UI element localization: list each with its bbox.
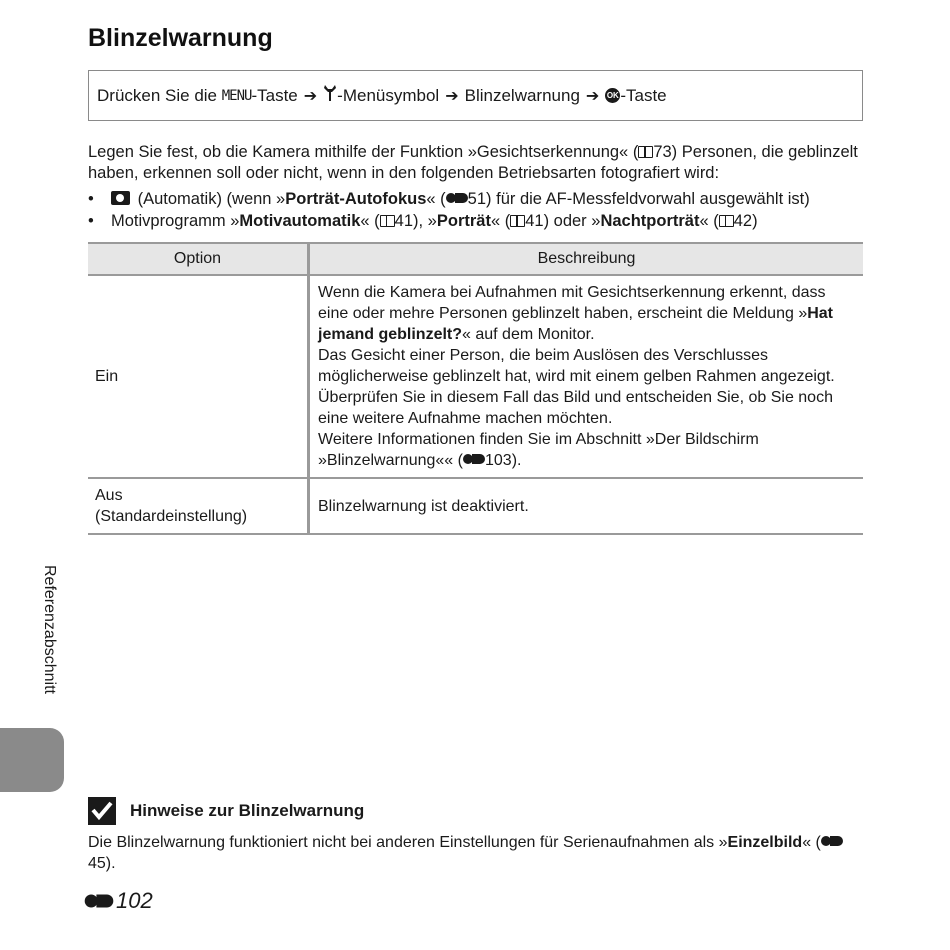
column-header-description: Beschreibung xyxy=(309,243,864,275)
option-cell: Aus (Standardeinstellung) xyxy=(88,478,309,534)
book-ref-icon xyxy=(638,146,653,158)
nav-menu-symbol-text: -Menüsymbol xyxy=(337,85,440,105)
reference-icon xyxy=(821,836,843,846)
description-cell: Wenn die Kamera bei Aufnahmen mit Gesichtserkennung erkennt, dass eine oder mehre Personen geblinzelt haben, erscheint die Meldung »Hat jemand geblinzelt?« auf dem Monitor. Das Gesicht einer Person, die beim Auslösen des Verschlusses möglicherweise geblinzelt hat, wird mit einem gelben Rahmen angezeigt. Überprüfen Sie in diesem Fall das Bild und entscheiden Sie, ob Sie noch eine weitere Aufnahme machen möchten. Weitere Informationen finden Sie im Abschnitt »Der Bildschirm »Blinzelwarnung«« ( 103). xyxy=(309,275,864,478)
menu-path-box xyxy=(88,70,863,121)
section-side-label: Referenzabschnitt xyxy=(41,565,58,694)
page-title: Blinzelwarnung xyxy=(88,24,273,52)
arrow-right-icon: ➔ xyxy=(585,87,600,105)
arrow-right-icon: ➔ xyxy=(303,87,318,105)
nav-press-text: Drücken Sie die xyxy=(97,85,218,105)
options-table xyxy=(88,242,863,535)
menu-button-glyph: MENU xyxy=(221,87,252,104)
book-ref-icon xyxy=(510,215,525,227)
note-text: Die Blinzelwarnung funktioniert nicht bei anderen Einstellungen für Serienaufnahmen als »Einzelbild« (45). xyxy=(88,832,848,874)
column-header-option: Option xyxy=(88,243,309,275)
nav-taste2-text: -Taste xyxy=(620,85,667,105)
wrench-icon xyxy=(323,84,337,107)
table-header-row xyxy=(88,243,863,275)
note-heading: Hinweise zur Blinzelwarnung xyxy=(88,797,364,825)
reference-icon xyxy=(85,895,114,908)
checkmark-icon xyxy=(88,797,116,825)
section-tab-marker xyxy=(0,728,64,792)
description-cell: Blinzelwarnung ist deaktiviert. xyxy=(309,478,864,534)
nav-taste-text: -Taste xyxy=(251,85,298,105)
mode-list xyxy=(88,188,878,232)
book-ref-icon xyxy=(380,215,395,227)
table-row xyxy=(88,478,863,534)
page-number: 102 xyxy=(88,888,153,914)
list-item: • (Automatik) (wenn »Porträt-Autofokus« ( 51) für die AF-Messfeldvorwahl ausgewählt ist) xyxy=(88,190,810,208)
ok-button-icon: OK xyxy=(605,88,620,103)
table-row xyxy=(88,275,863,478)
camera-icon xyxy=(111,191,130,205)
intro-paragraph: Legen Sie fest, ob die Kamera mithilfe der Funktion »Gesichtserkennung« ( 73) Personen, die geblinzelt haben, erkennen soll oder nicht, wenn in den folgenden Betriebsarten fotografiert wird: xyxy=(88,143,858,182)
arrow-right-icon: ➔ xyxy=(445,87,459,105)
reference-icon xyxy=(463,454,485,464)
reference-icon xyxy=(446,193,468,203)
nav-item-text: Blinzelwarnung xyxy=(464,85,580,105)
option-cell: Ein xyxy=(88,275,309,478)
list-item: • Motivprogramm »Motivautomatik« ( 41), »Porträt« ( 41) oder »Nachtporträt« ( 42) xyxy=(88,212,758,230)
book-ref-icon xyxy=(719,215,734,227)
